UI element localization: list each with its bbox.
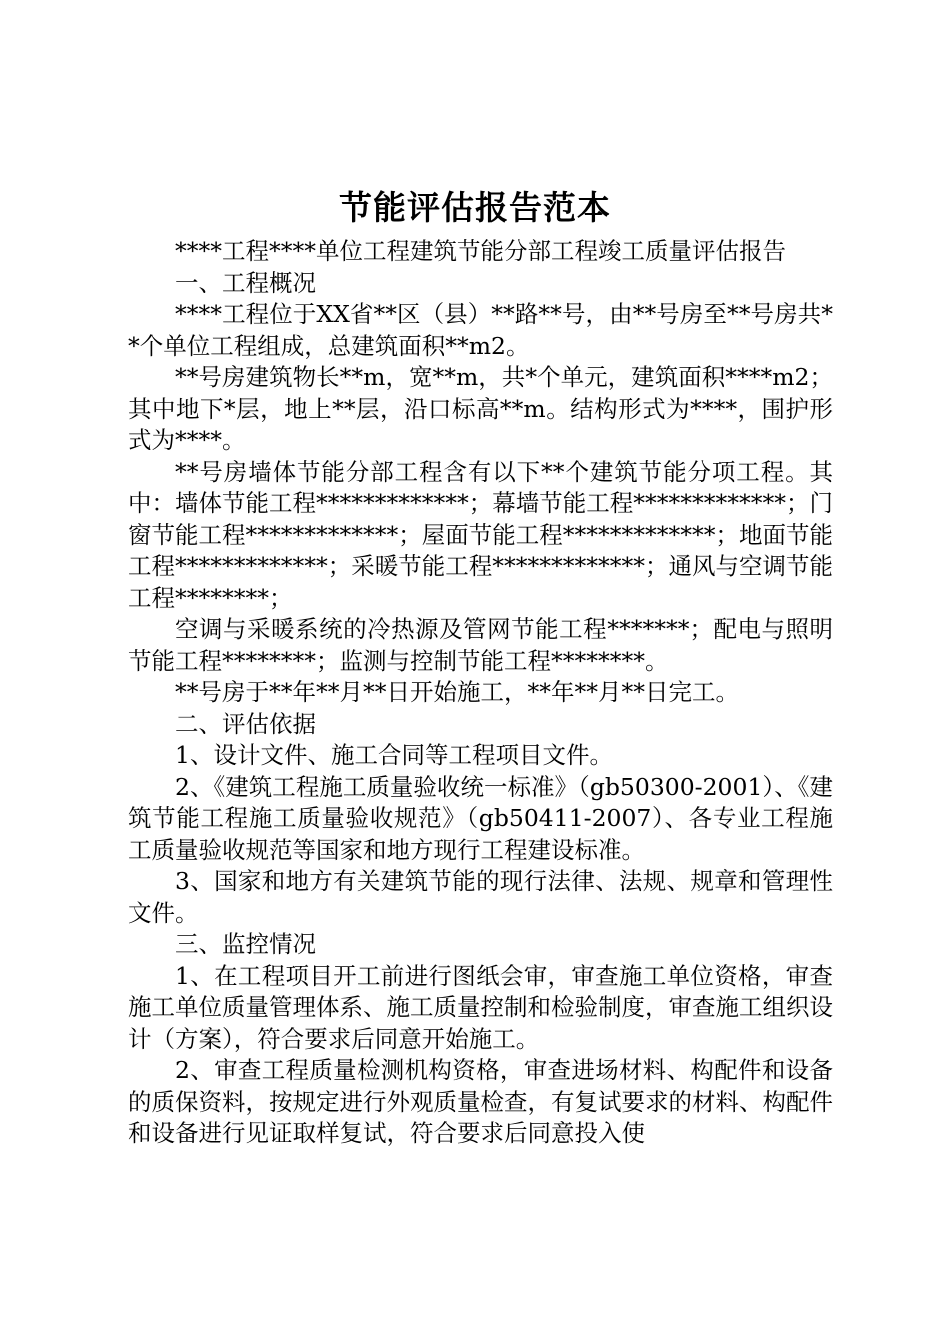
paragraph: ****工程位于XX省**区（县）**路**号，由**号房至**号房共**个单位工程组成，总建筑面积**m2。 [128,300,833,360]
paragraph: 3、国家和地方有关建筑节能的现行法律、法规、规章和管理性文件。 [128,867,833,927]
paragraph-report-heading: ****工程****单位工程建筑节能分部工程竣工质量评估报告 [175,237,786,265]
paragraph: 1、在工程项目开工前进行图纸会审，审查施工单位资格，审查施工单位质量管理体系、施工质量控制和检验制度，审查施工组织设计（方案），符合要求后同意开始施工。 [128,961,833,1053]
paragraph: 空调与采暖系统的冷热源及管网节能工程*******；配电与照明节能工程********；监测与控制节能工程********。 [128,615,833,675]
paragraph: **号房建筑物长**m，宽**m，共*个单元，建筑面积****m2；其中地下*层，地上**层，沿口标高**m。结构形式为****，围护形式为****。 [128,363,833,454]
section-heading-basis: 二、评估依据 [175,709,316,738]
paragraph: 2、审查工程质量检测机构资格，审查进场材料、构配件和设备的质保资料，按规定进行外观质量检查，有复试要求的材料、构配件和设备进行见证取样复试，符合要求后同意投入使 [128,1056,833,1147]
section-heading-monitoring: 三、监控情况 [175,930,316,958]
paragraph: 2、《建筑工程施工质量验收统一标准》（gb50300-2001）、《建筑节能工程施工质量验收规范》（gb50411-2007）、各专业工程施工质量验收规范等国家和地方现行工程建设标准。 [128,772,833,864]
section-heading-overview: 一、工程概况 [175,268,316,297]
paragraph: 1、设计文件、施工合同等工程项目文件。 [175,741,613,769]
document-title: 节能评估报告范本 [339,188,611,227]
paragraph: **号房于**年**月**日开始施工，**年**月**日完工。 [175,678,739,706]
document-body [128,236,833,1150]
paragraph: **号房墙体节能分部工程含有以下**个建筑节能分项工程。其中：墙体节能工程*************；幕墙节能工程*************；门窗节能工程*************；屋面节能工程*************；地面节能工程*************；采暖节能工程*************；通风与空调节能工程********； [128,457,833,612]
